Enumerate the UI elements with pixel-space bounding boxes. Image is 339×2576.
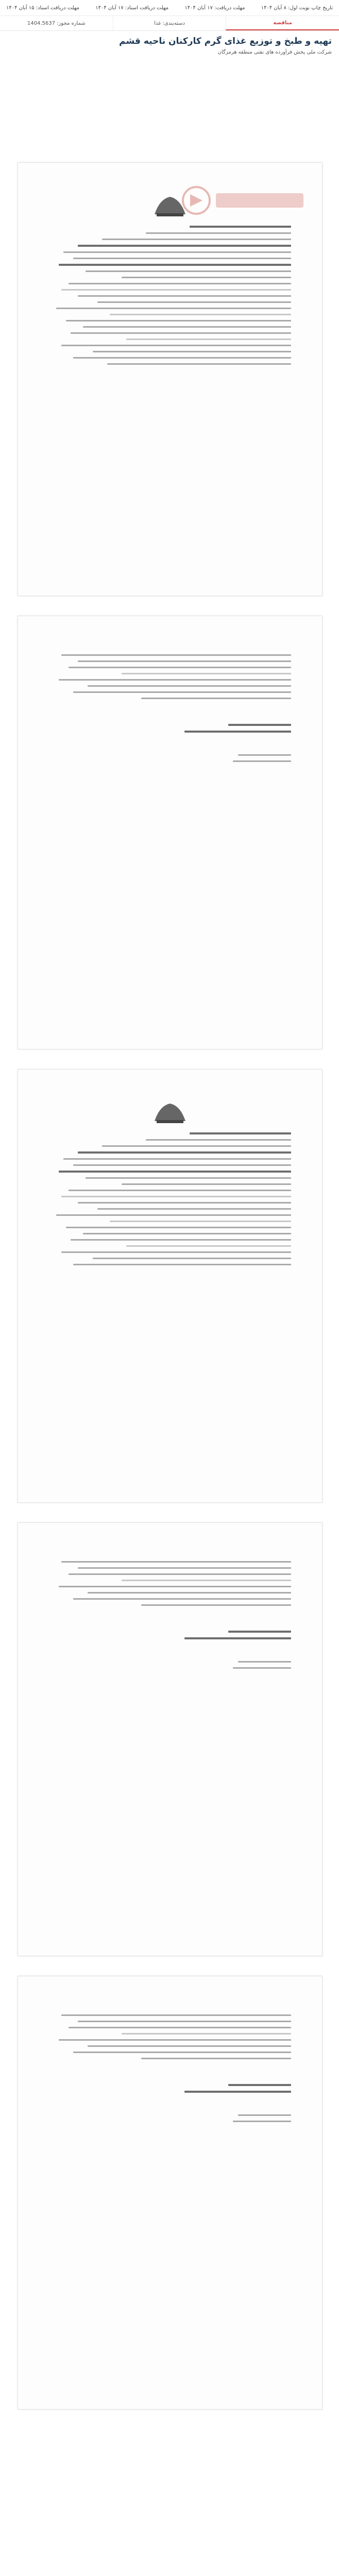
tab-permit-number[interactable]: شماره مجوز: 1404.5637 xyxy=(27,20,86,26)
deadline-receive: مهلت دریافت: ۱۷ آبان ۱۴۰۴ xyxy=(184,5,245,11)
dates-bar xyxy=(0,0,339,16)
document-text-block xyxy=(49,2014,291,2122)
document-page-1[interactable] xyxy=(18,162,323,596)
tab-category[interactable]: دسته‌بندی: غذا xyxy=(113,16,226,30)
tender-tabs xyxy=(0,16,339,31)
document-text-block xyxy=(49,1132,291,1265)
deadline-bid: مهلت دریافت اسناد: ۱۵ آبان ۱۴۰۴ xyxy=(6,5,79,11)
tender-title: تهیه و طبخ و توزیع غذای گرم کارکنان ناحیه قشم xyxy=(119,36,332,46)
nioc-flame-logo-icon xyxy=(149,194,191,218)
document-text-block xyxy=(49,654,291,762)
tab-tender[interactable]: مناقصه xyxy=(226,16,339,30)
deadline-submit: مهلت دریافت اسناد: ۱۷ آبان ۱۴۰۴ xyxy=(95,5,169,11)
document-page-4[interactable] xyxy=(18,1522,323,1956)
print-date: تاریخ چاپ نوبت اول: ۸ آبان ۱۴۰۴ xyxy=(261,5,333,11)
nioc-flame-logo-icon xyxy=(149,1100,191,1125)
document-text-block xyxy=(49,226,291,365)
document-text-block xyxy=(49,1561,291,1669)
organization-name: شرکت ملی پخش فرآورده های نفتی منطقه هرمزگان xyxy=(217,49,332,55)
document-page-2[interactable] xyxy=(18,616,323,1049)
document-page-3[interactable] xyxy=(18,1069,323,1503)
document-page-5[interactable] xyxy=(18,1976,323,2410)
